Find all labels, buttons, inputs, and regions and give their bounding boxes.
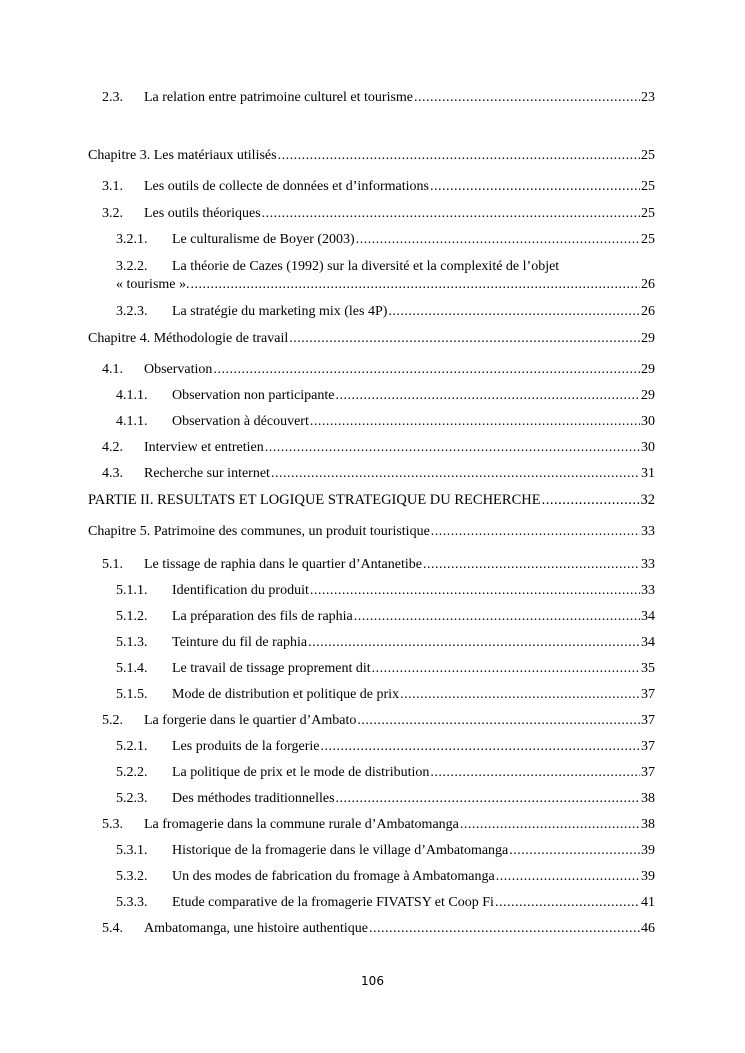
toc-entry-title: Le culturalisme de Boyer (2003): [172, 232, 355, 247]
dot-leader: [320, 738, 640, 756]
toc-entry-number: 5.2.1.: [116, 739, 148, 754]
dot-leader: [262, 205, 640, 223]
toc-entry[interactable]: [116, 894, 655, 912]
toc-entry-page: 37: [641, 739, 655, 754]
dot-leader: [431, 523, 640, 541]
toc-entry-number: 5.1.2.: [116, 609, 148, 624]
toc-entry-title: Etude comparative de la fromagerie FIVATSY et Coop Fi: [172, 895, 494, 910]
dot-leader: [289, 330, 640, 348]
toc-entry-title: Identification du produit: [172, 583, 309, 598]
dot-leader: [400, 686, 640, 704]
toc-entry-title: Teinture du fil de raphia: [172, 635, 308, 650]
toc-entry[interactable]: [116, 764, 655, 782]
toc-entry-number: 5.3.: [102, 817, 123, 832]
toc-entry-title-cont: « tourisme ».: [116, 277, 190, 292]
toc-entry[interactable]: [116, 686, 655, 704]
dot-leader: [336, 790, 640, 808]
dot-leader: [542, 491, 640, 509]
toc-entry[interactable]: [102, 205, 655, 223]
toc-entry-page: 26: [641, 277, 655, 292]
toc-entry-title: Les outils de collecte de données et d’informations: [144, 179, 429, 194]
toc-entry-title: Des méthodes traditionnelles: [172, 791, 335, 806]
dot-leader: [495, 894, 640, 912]
dot-leader: [357, 712, 640, 730]
dot-leader: [278, 147, 640, 165]
toc-entry-title: Chapitre 5. Patrimoine des communes, un produit touristique: [88, 524, 430, 539]
toc-entry[interactable]: [116, 582, 655, 600]
toc-entry[interactable]: [116, 387, 655, 405]
toc-entry-page: 25: [641, 206, 655, 221]
toc-entry-number: 2.3.: [102, 90, 123, 105]
toc-entry[interactable]: [102, 89, 655, 107]
toc-entry-number: 5.3.2.: [116, 869, 148, 884]
dot-leader: [372, 660, 640, 678]
toc-entry[interactable]: [116, 303, 655, 321]
dot-leader: [460, 816, 640, 834]
toc-entry-page: 39: [641, 869, 655, 884]
dot-leader: [336, 387, 640, 405]
toc-entry[interactable]: [116, 790, 655, 808]
dot-leader: [414, 89, 640, 107]
dot-leader: [213, 361, 640, 379]
toc-entry-title: La fromagerie dans la commune rurale d’Ambatomanga: [144, 817, 459, 832]
toc-entry[interactable]: [116, 413, 655, 431]
toc-entry-title: Observation à découvert: [172, 414, 309, 429]
dot-leader: [423, 556, 640, 574]
toc-entry-number: 5.1.: [102, 557, 123, 572]
toc-entry-number: 5.1.3.: [116, 635, 148, 650]
toc-entry-continuation[interactable]: [116, 276, 655, 294]
toc-entry-page: 30: [641, 414, 655, 429]
toc-entry-page: 38: [641, 817, 655, 832]
toc-entry-title: Un des modes de fabrication du fromage à Ambatomanga: [172, 869, 495, 884]
toc-entry[interactable]: [102, 178, 655, 196]
dot-leader: [356, 231, 640, 249]
toc-entry[interactable]: [102, 816, 655, 834]
toc-entry-number: 4.1.: [102, 362, 123, 377]
toc-entry[interactable]: [88, 491, 655, 509]
toc-entry-title: Recherche sur internet: [144, 466, 270, 481]
toc-entry-title: La forgerie dans le quartier d’Ambato: [144, 713, 357, 728]
dot-leader: [191, 276, 641, 294]
toc-entry-page: 38: [641, 791, 655, 806]
toc-entry-title: Chapitre 4. Méthodologie de travail: [88, 331, 289, 346]
dot-leader: [430, 178, 640, 196]
toc-entry-title: La préparation des fils de raphia: [172, 609, 353, 624]
toc-entry-page: 29: [641, 331, 655, 346]
dot-leader: [496, 868, 640, 886]
toc-entry-title: Les outils théoriques: [144, 206, 261, 221]
toc-entry-title: Interview et entretien: [144, 440, 264, 455]
toc-entry-number: 4.3.: [102, 466, 123, 481]
toc-entry-page: 26: [641, 304, 655, 319]
toc-entry[interactable]: [88, 330, 655, 348]
toc-entry-page: 33: [641, 583, 655, 598]
toc-entry[interactable]: [116, 842, 655, 860]
dot-leader: [308, 634, 640, 652]
toc-entry-title: Le travail de tissage proprement dit: [172, 661, 371, 676]
toc-entry-page: 34: [641, 635, 655, 650]
toc-entry-title: La stratégie du marketing mix (les 4P): [172, 304, 388, 319]
toc-entry-number: 4.1.1.: [116, 414, 148, 429]
toc-entry-first-line[interactable]: [116, 258, 559, 276]
toc-entry-title: La relation entre patrimoine culturel et tourisme: [144, 90, 414, 105]
toc-entry[interactable]: [116, 868, 655, 886]
toc-entry[interactable]: [102, 361, 655, 379]
dot-leader: [310, 413, 640, 431]
toc-entry-title: Ambatomanga, une histoire authentique: [144, 921, 368, 936]
toc-entry-page: 41: [641, 895, 655, 910]
toc-entry[interactable]: [88, 147, 655, 165]
toc-entry-title: Les produits de la forgerie: [172, 739, 320, 754]
toc-entry-page: 37: [641, 687, 655, 702]
dot-leader: [271, 465, 640, 483]
dot-leader: [354, 608, 640, 626]
toc-entry-title: La théorie de Cazes (1992) sur la diversité et la complexité de l’objet: [172, 259, 560, 274]
dot-leader: [509, 842, 640, 860]
toc-entry[interactable]: [116, 634, 655, 652]
toc-entry-number: 3.1.: [102, 179, 123, 194]
toc-entry-number: 3.2.1.: [116, 232, 148, 247]
toc-entry-number: 5.2.3.: [116, 791, 148, 806]
toc-entry-number: 5.3.1.: [116, 843, 148, 858]
toc-entry-page: 29: [641, 362, 655, 377]
toc-entry-page: 33: [641, 557, 655, 572]
toc-entry-title: PARTIE II. RESULTATS ET LOGIQUE STRATEGIQUE DU RECHERCHE: [88, 492, 541, 508]
toc-entry-title: Chapitre 3. Les matériaux utilisés: [88, 148, 277, 163]
toc-entry-number: 3.2.2.: [116, 259, 148, 274]
toc-entry-page: 25: [641, 232, 655, 247]
toc-entry-number: 5.4.: [102, 921, 123, 936]
toc-entry-title: Le tissage de raphia dans le quartier d’Antanetibe: [144, 557, 422, 572]
toc-entry-number: 3.2.3.: [116, 304, 148, 319]
toc-entry[interactable]: [102, 465, 655, 483]
toc-entry[interactable]: [102, 439, 655, 457]
toc-entry[interactable]: [88, 523, 655, 541]
toc-entry[interactable]: [102, 712, 655, 730]
dot-leader: [369, 920, 640, 938]
toc-entry-page: 32: [640, 492, 655, 508]
toc-entry-number: 5.1.5.: [116, 687, 148, 702]
dot-leader: [388, 303, 640, 321]
toc-entry-page: 35: [641, 661, 655, 676]
toc-entry[interactable]: [116, 738, 655, 756]
toc-entry-number: 5.2.: [102, 713, 123, 728]
toc-entry-page: 33: [641, 524, 655, 539]
toc-entry-page: 29: [641, 388, 655, 403]
toc-entry[interactable]: [116, 660, 655, 678]
toc-entry[interactable]: [116, 231, 655, 249]
toc-entry-title: Mode de distribution et politique de prix: [172, 687, 400, 702]
toc-entry-number: 4.2.: [102, 440, 123, 455]
dot-leader: [430, 764, 640, 782]
toc-entry[interactable]: [102, 920, 655, 938]
toc-entry-number: 3.2.: [102, 206, 123, 221]
toc-entry-title: La politique de prix et le mode de distribution: [172, 765, 430, 780]
dot-leader: [310, 582, 640, 600]
toc-entry-page: 30: [641, 440, 655, 455]
toc-entry-page: 31: [641, 466, 655, 481]
toc-entry-number: 5.1.4.: [116, 661, 148, 676]
page-number: 106: [361, 974, 384, 988]
toc-entry-page: 39: [641, 843, 655, 858]
toc-entry-page: 23: [641, 90, 655, 105]
toc-entry-page: 34: [641, 609, 655, 624]
toc-entry-page: 37: [641, 765, 655, 780]
toc-entry-page: 37: [641, 713, 655, 728]
toc-entry-title: Observation non participante: [172, 388, 335, 403]
toc-entry-number: 5.2.2.: [116, 765, 148, 780]
toc-entry-page: 46: [641, 921, 655, 936]
toc-entry-number: 5.3.3.: [116, 895, 148, 910]
toc-entry-page: 25: [641, 148, 655, 163]
toc-entry-number: 4.1.1.: [116, 388, 148, 403]
toc-entry[interactable]: [102, 556, 655, 574]
toc-entry-page: 25: [641, 179, 655, 194]
toc-entry[interactable]: [116, 608, 655, 626]
toc-entry-title: Historique de la fromagerie dans le village d’Ambatomanga: [172, 843, 509, 858]
toc-entry-number: 5.1.1.: [116, 583, 148, 598]
toc-entry-title: Observation: [144, 362, 213, 377]
dot-leader: [265, 439, 640, 457]
